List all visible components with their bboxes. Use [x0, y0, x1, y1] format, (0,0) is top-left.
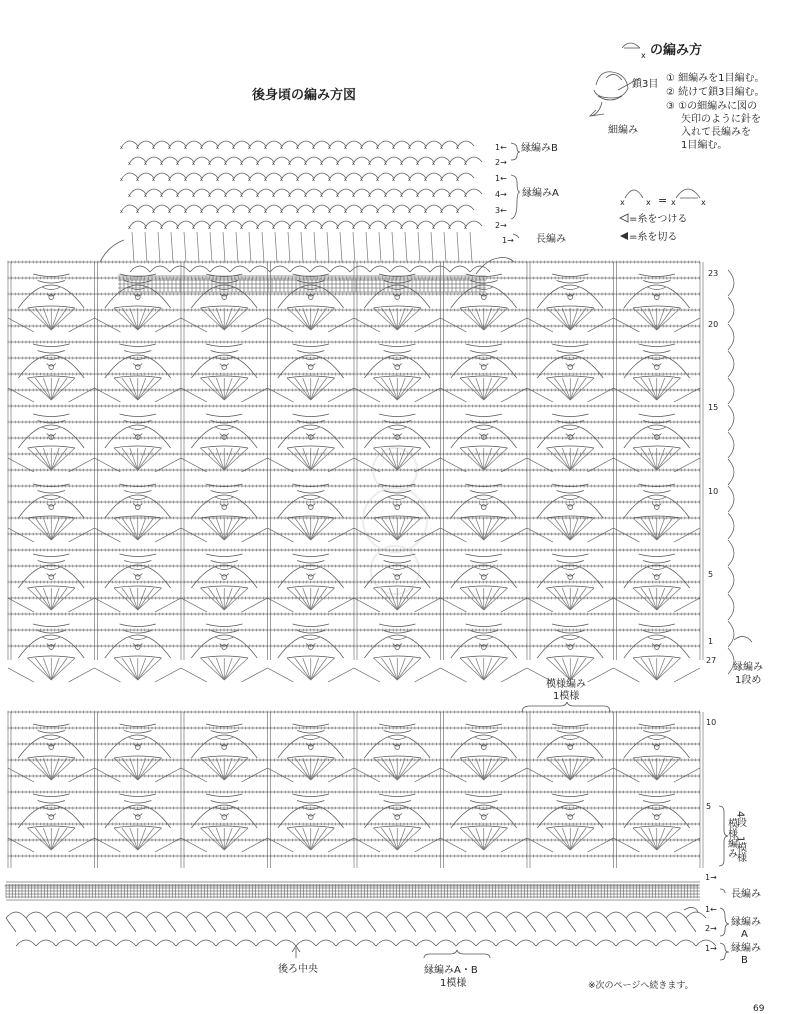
- svg-text:x: x: [136, 145, 139, 151]
- svg-text:x: x: [336, 161, 339, 167]
- svg-text:x: x: [368, 193, 371, 199]
- neck-row-label: 1→: [502, 236, 514, 245]
- neck-row-label: 2→: [495, 158, 507, 167]
- svg-text:x: x: [456, 177, 459, 183]
- svg-text:x: x: [152, 209, 155, 215]
- svg-text:x: x: [328, 209, 331, 215]
- svg-text:x: x: [240, 161, 243, 167]
- svg-text:x: x: [296, 177, 299, 183]
- legend-step-6: 1目編む。: [681, 140, 728, 151]
- page-number: 69: [753, 1004, 765, 1014]
- bottom-row-label: 1→: [705, 944, 717, 953]
- svg-text:x: x: [160, 161, 163, 167]
- center-back-label: 後ろ中央: [278, 964, 318, 975]
- svg-text:x: x: [328, 177, 331, 183]
- edge-ab-label-line1: 縁編みA・B: [424, 965, 478, 976]
- svg-text:x: x: [256, 193, 259, 199]
- svg-text:x: x: [200, 177, 203, 183]
- svg-text:x: x: [264, 209, 267, 215]
- row-number: 23: [708, 269, 719, 278]
- svg-text:x: x: [368, 161, 371, 167]
- svg-text:x: x: [304, 161, 307, 167]
- svg-text:x: x: [424, 209, 427, 215]
- svg-text:x: x: [671, 198, 676, 207]
- svg-text:x: x: [641, 51, 646, 60]
- svg-text:x: x: [240, 225, 243, 231]
- legend-step-4: 矢印のように針を: [681, 114, 761, 125]
- legend-title: の編み方: [650, 43, 703, 58]
- svg-text:x: x: [264, 145, 267, 151]
- pattern-label-line2: 1模様: [553, 691, 580, 702]
- svg-text:x: x: [208, 193, 211, 199]
- neck-edging-chart: [100, 141, 514, 292]
- svg-text:x: x: [432, 161, 435, 167]
- svg-text:x: x: [701, 198, 706, 207]
- svg-text:x: x: [160, 225, 163, 231]
- svg-text:x: x: [456, 145, 459, 151]
- svg-text:x: x: [312, 145, 315, 151]
- neck-label-edge-b: 縁編みB: [521, 143, 558, 154]
- svg-text:x: x: [280, 177, 283, 183]
- svg-text:x: x: [120, 209, 123, 215]
- diagram-title: 後身頃の編み方図: [252, 88, 357, 103]
- svg-text:x: x: [384, 193, 387, 199]
- bottom-row-label: 1←: [705, 905, 717, 914]
- svg-text:x: x: [344, 209, 347, 215]
- neck-label-edge-a: 縁編みA: [522, 188, 559, 199]
- legend-cut-yarn: =糸を切る: [629, 232, 678, 243]
- svg-text:x: x: [464, 193, 467, 199]
- legend-sc-label: 細編み: [608, 125, 638, 136]
- svg-text:x: x: [328, 145, 331, 151]
- svg-text:x: x: [424, 145, 427, 151]
- svg-text:x: x: [184, 145, 187, 151]
- bottom-row-label: 2→: [705, 924, 717, 933]
- svg-text:x: x: [256, 225, 259, 231]
- svg-text:x: x: [168, 209, 171, 215]
- svg-text:x: x: [456, 209, 459, 215]
- svg-text:x: x: [336, 193, 339, 199]
- upper-row-labels: [706, 269, 763, 686]
- svg-text:x: x: [360, 177, 363, 183]
- bottom-row-labels: [705, 873, 761, 966]
- pattern-label-line1: 模様編み: [546, 679, 586, 690]
- legend-step-5: 入れて長編みを: [681, 127, 751, 138]
- bottom-label-edge-b1: 縁編み: [731, 943, 761, 954]
- svg-text:x: x: [160, 193, 163, 199]
- svg-text:x: x: [392, 145, 395, 151]
- lower-right-name: 模様編み: [725, 818, 737, 858]
- svg-text:x: x: [440, 177, 443, 183]
- legend-step-1: ① 細編みを1目編む。: [666, 73, 765, 84]
- svg-text:x: x: [448, 161, 451, 167]
- lower-row-labels: [706, 718, 747, 866]
- svg-text:x: x: [216, 209, 219, 215]
- svg-text:x: x: [272, 193, 275, 199]
- bottom-annotations: [278, 946, 765, 1014]
- svg-text:x: x: [136, 209, 139, 215]
- svg-text:x: x: [320, 225, 323, 231]
- svg-text:x: x: [232, 209, 235, 215]
- svg-text:x: x: [232, 145, 235, 151]
- svg-text:x: x: [224, 193, 227, 199]
- row-number: 5: [708, 570, 714, 579]
- cut-yarn-icon: [620, 232, 628, 240]
- svg-text:x: x: [192, 193, 195, 199]
- svg-text:x: x: [376, 177, 379, 183]
- svg-text:x: x: [400, 193, 403, 199]
- svg-text:x: x: [464, 161, 467, 167]
- svg-text:x: x: [416, 225, 419, 231]
- svg-text:x: x: [152, 145, 155, 151]
- svg-text:x: x: [192, 225, 195, 231]
- svg-text:x: x: [376, 209, 379, 215]
- svg-text:x: x: [216, 177, 219, 183]
- svg-text:x: x: [288, 161, 291, 167]
- svg-text:x: x: [256, 161, 259, 167]
- row-number: 20: [708, 320, 719, 329]
- upper-body-chart: [8, 261, 752, 682]
- svg-text:x: x: [280, 209, 283, 215]
- neck-row-labels: [495, 141, 566, 245]
- svg-text:x: x: [384, 225, 387, 231]
- row-number: 1: [708, 637, 714, 646]
- attach-yarn-icon: [620, 214, 628, 222]
- svg-text:x: x: [128, 193, 131, 199]
- svg-text:x: x: [352, 225, 355, 231]
- svg-text:x: x: [144, 161, 147, 167]
- svg-text:x: x: [360, 209, 363, 215]
- legend-step-3: ③ ①の細編みに図の: [666, 101, 758, 112]
- legend-attach-yarn: =糸をつける: [629, 214, 688, 225]
- neck-row-label: 3←: [495, 206, 507, 215]
- svg-text:x: x: [408, 177, 411, 183]
- svg-text:x: x: [264, 177, 267, 183]
- svg-text:x: x: [224, 225, 227, 231]
- svg-text:x: x: [408, 145, 411, 151]
- neck-row-label: 1←: [495, 174, 507, 183]
- svg-text:x: x: [272, 225, 275, 231]
- svg-text:x: x: [344, 145, 347, 151]
- svg-text:x: x: [400, 225, 403, 231]
- bottom-row-label: 1→: [705, 873, 717, 882]
- svg-text:x: x: [184, 209, 187, 215]
- svg-text:x: x: [360, 145, 363, 151]
- upper-bottom-label-1: 縁編み: [733, 662, 763, 673]
- svg-text:x: x: [320, 161, 323, 167]
- edge-ab-label-line2: 1模様: [440, 978, 467, 989]
- svg-text:x: x: [232, 177, 235, 183]
- svg-text:x: x: [368, 225, 371, 231]
- svg-text:x: x: [400, 161, 403, 167]
- svg-text:x: x: [392, 177, 395, 183]
- legend-step-2: ② 続けて鎖3目編む。: [666, 87, 765, 98]
- svg-text:x: x: [176, 193, 179, 199]
- bottom-label-edge-a1: 縁編み: [731, 917, 761, 928]
- upper-bottom-label-2: 1段め: [735, 675, 762, 686]
- svg-text:x: x: [200, 209, 203, 215]
- svg-text:x: x: [304, 193, 307, 199]
- svg-text:x: x: [304, 225, 307, 231]
- row-number: 10: [708, 487, 719, 496]
- svg-text:x: x: [200, 145, 203, 151]
- svg-text:x: x: [620, 198, 625, 207]
- legend: [590, 42, 765, 243]
- row-number: 27: [706, 656, 717, 665]
- svg-text:x: x: [240, 193, 243, 199]
- svg-text:x: x: [248, 177, 251, 183]
- svg-text:x: x: [440, 145, 443, 151]
- legend-equal-sign: =: [658, 194, 668, 207]
- svg-text:x: x: [216, 145, 219, 151]
- svg-text:x: x: [320, 193, 323, 199]
- pattern-repeat-label: [522, 677, 610, 712]
- svg-text:x: x: [184, 177, 187, 183]
- svg-text:x: x: [208, 161, 211, 167]
- row-number: 10: [706, 718, 717, 727]
- svg-text:x: x: [646, 198, 651, 207]
- svg-text:x: x: [312, 209, 315, 215]
- svg-text:x: x: [416, 161, 419, 167]
- svg-text:x: x: [248, 209, 251, 215]
- row-number: 15: [708, 403, 719, 412]
- svg-text:x: x: [272, 161, 275, 167]
- svg-text:x: x: [120, 145, 123, 151]
- neck-row-label: 1←: [495, 143, 507, 152]
- svg-text:x: x: [152, 177, 155, 183]
- neck-row-label: 4→: [495, 190, 507, 199]
- continue-note: ※次のページへ続きます。: [588, 981, 694, 991]
- svg-text:x: x: [296, 145, 299, 151]
- svg-text:x: x: [432, 225, 435, 231]
- svg-text:x: x: [424, 177, 427, 183]
- svg-text:x: x: [464, 225, 467, 231]
- svg-text:x: x: [352, 161, 355, 167]
- svg-text:x: x: [144, 225, 147, 231]
- neck-label-long-st: 長編み: [536, 234, 566, 245]
- bottom-label-long-st: 長編み: [731, 889, 761, 900]
- bottom-label-edge-b2: B: [741, 955, 748, 966]
- svg-text:x: x: [176, 161, 179, 167]
- svg-text:x: x: [392, 209, 395, 215]
- svg-text:x: x: [280, 145, 283, 151]
- svg-text:x: x: [120, 177, 123, 183]
- row-number: 5: [706, 802, 712, 811]
- svg-text:x: x: [296, 209, 299, 215]
- svg-text:x: x: [448, 225, 451, 231]
- svg-text:x: x: [136, 177, 139, 183]
- svg-text:x: x: [176, 225, 179, 231]
- svg-text:x: x: [352, 193, 355, 199]
- svg-text:x: x: [416, 193, 419, 199]
- lower-right-rows: 4段: [734, 811, 746, 828]
- bottom-label-edge-a2: A: [741, 929, 748, 940]
- svg-text:x: x: [312, 177, 315, 183]
- svg-text:x: x: [376, 145, 379, 151]
- svg-text:x: x: [128, 225, 131, 231]
- svg-text:x: x: [448, 193, 451, 199]
- svg-text:x: x: [128, 161, 131, 167]
- svg-text:x: x: [208, 225, 211, 231]
- lower-right-pattern: 1模様: [734, 836, 746, 863]
- svg-text:x: x: [224, 161, 227, 167]
- legend-symbol-icon: [622, 43, 646, 60]
- svg-text:x: x: [144, 193, 147, 199]
- svg-text:x: x: [440, 209, 443, 215]
- neck-row-label: 2→: [495, 221, 507, 230]
- svg-text:x: x: [432, 193, 435, 199]
- svg-text:x: x: [344, 177, 347, 183]
- svg-text:x: x: [288, 193, 291, 199]
- lower-body-chart: [5, 711, 717, 946]
- svg-text:x: x: [192, 161, 195, 167]
- svg-text:x: x: [288, 225, 291, 231]
- legend-chain-label: 鎖3目: [632, 79, 659, 90]
- svg-text:x: x: [384, 161, 387, 167]
- svg-text:x: x: [248, 145, 251, 151]
- svg-text:x: x: [408, 209, 411, 215]
- svg-text:x: x: [336, 225, 339, 231]
- svg-text:x: x: [168, 145, 171, 151]
- svg-text:x: x: [168, 177, 171, 183]
